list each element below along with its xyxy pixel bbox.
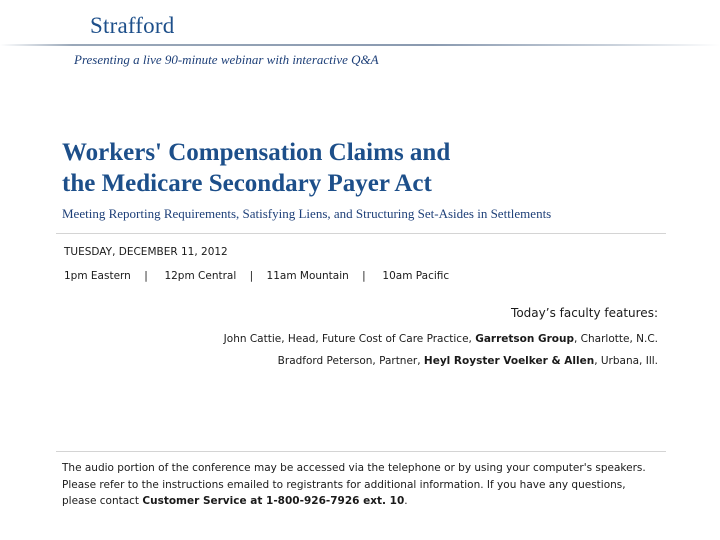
time-mountain: 11am Mountain — [266, 270, 349, 282]
strafford-logo: Strafford — [90, 13, 175, 38]
footer-period: . — [404, 495, 408, 507]
title-line-1: Workers' Compensation Claims and — [62, 139, 451, 166]
faculty-member — [278, 355, 658, 367]
time-separator: | — [249, 270, 254, 282]
time-eastern: 1pm Eastern — [64, 270, 131, 282]
section-divider-bottom — [56, 451, 666, 452]
faculty-heading: Today’s faculty features: — [511, 306, 658, 320]
faculty-member — [224, 333, 658, 345]
time-separator: | — [362, 270, 366, 282]
faculty-location: , Urbana, Ill. — [594, 355, 658, 367]
faculty-organization: Garretson Group — [475, 333, 574, 345]
webinar-title — [62, 137, 450, 199]
time-central: 12pm Central — [164, 270, 237, 282]
faculty-organization: Heyl Royster Voelker & Allen — [423, 355, 595, 367]
section-divider-top — [56, 233, 666, 234]
faculty-location: , Charlotte, N.C. — [574, 333, 658, 345]
time-separator: | — [144, 270, 148, 282]
webinar-subtitle: Meeting Reporting Requirements, Satisfying Liens, and Structuring Set-Asides in Settlements — [62, 206, 552, 221]
tagline: Presenting a live 90-minute webinar with interactive Q&A — [74, 52, 379, 67]
webinar-times — [64, 270, 449, 282]
faculty-name-role: John Cattie, Head, Future Cost of Care Practice, — [223, 333, 476, 345]
audio-instructions-text: The audio portion of the conference may be accessed via the telephone or by using your computer's speakers. Please refer to the instructions emailed to registrants for additional information. If you have any questions, please contact — [62, 462, 646, 507]
customer-service-contact: Customer Service at 1-800-926-7926 ext. 10 — [142, 495, 405, 507]
title-line-2: the Medicare Secondary Payer Act — [62, 170, 432, 197]
time-pacific: 10am Pacific — [382, 270, 450, 282]
audio-instructions — [62, 460, 662, 510]
header-divider — [0, 44, 720, 46]
faculty-name-role: Bradford Peterson, Partner, — [277, 355, 424, 367]
webinar-date: TUESDAY, DECEMBER 11, 2012 — [64, 246, 228, 258]
